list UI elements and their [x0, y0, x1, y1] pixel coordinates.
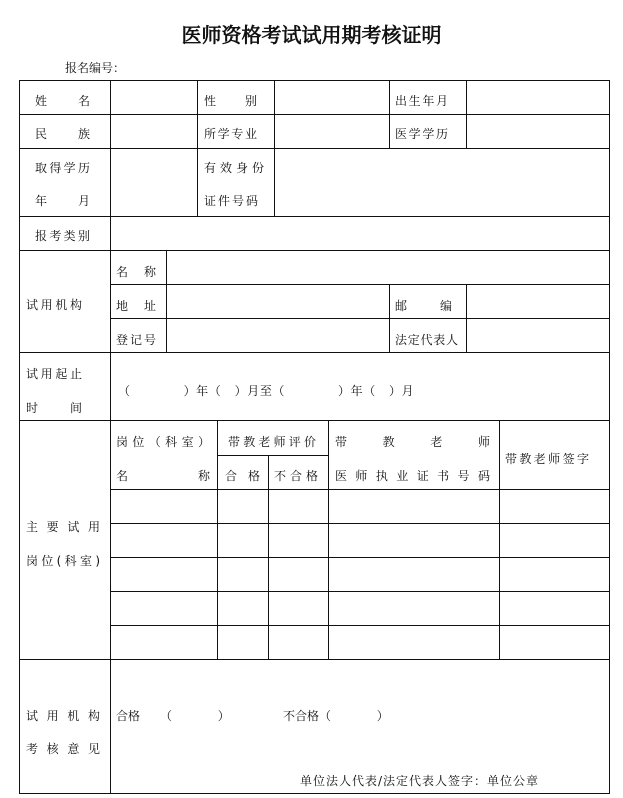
label-gender: 性 别: [204, 94, 257, 108]
table-cell: [110, 148, 198, 217]
label-id: 有 效 身 份: [204, 161, 264, 175]
label-name: 姓 名: [35, 94, 90, 108]
table-cell: [274, 80, 390, 115]
table-cell: [328, 489, 500, 524]
table-cell: [268, 591, 329, 626]
col-pass: 合 格: [225, 469, 260, 483]
col-eval: 带 教 老 师 评 价: [228, 435, 316, 449]
table-cell: [499, 523, 610, 558]
label-degree-date: 取 得 学 历: [35, 161, 90, 175]
label-address: 地 址: [116, 299, 156, 313]
table-cell: [166, 284, 390, 319]
label-posts: 主 要 试 用: [26, 520, 100, 534]
col-post: 岗 位 （ 科 室 ）: [116, 435, 210, 449]
label-major: 所 学 专 业: [204, 127, 257, 141]
table-cell: [274, 148, 610, 217]
table-cell: [217, 625, 269, 660]
table-cell: [499, 625, 610, 660]
table-cell: [110, 591, 218, 626]
table-cell: [19, 659, 111, 794]
table-cell: [328, 523, 500, 558]
col-sign: 带 教 老 师 签 字: [505, 452, 589, 466]
table-cell: [466, 318, 610, 353]
registration-number-label: 报名编号：: [65, 61, 126, 75]
label-period: 试 用 起 止: [26, 367, 82, 381]
table-cell: [499, 591, 610, 626]
table-cell: [268, 489, 329, 524]
opinion-pass: 合格: [116, 709, 141, 723]
label-exam-category: 报 考 类 别: [35, 229, 90, 243]
table-cell: [499, 557, 610, 592]
col-fail: 不 合 格: [274, 469, 318, 483]
table-cell: [217, 557, 269, 592]
table-cell: [268, 523, 329, 558]
table-cell: [217, 523, 269, 558]
table-cell: [110, 114, 198, 149]
table-cell: [110, 557, 218, 592]
label-birth: 出 生 年 月: [395, 94, 448, 108]
opinion-fail-checkbox[interactable]: 不合格（ ）: [283, 709, 389, 723]
period-date-range[interactable]: （ ）年（ ）月至（ ）年（ ）月: [118, 384, 415, 398]
table-cell: [217, 489, 269, 524]
label-id-2: 证 件 号 码: [204, 194, 258, 208]
page-title: 医师资格考试试用期考核证明: [181, 23, 442, 47]
label-opinion: 试 用 机 构: [26, 709, 100, 723]
table-cell: [110, 523, 218, 558]
table-cell: [110, 489, 218, 524]
col-cert: 带 教 老 师: [335, 435, 490, 449]
col-post-2: 名 称: [116, 469, 210, 483]
table-cell: [328, 625, 500, 660]
label-period-2: 时 间: [26, 401, 82, 415]
opinion-pass-checkbox[interactable]: （ ）: [160, 709, 230, 723]
label-legal-rep: 法 定 代 表 人: [395, 333, 458, 347]
table-cell: [110, 625, 218, 660]
label-reg-no: 登 记 号: [116, 333, 156, 347]
table-cell: [466, 284, 610, 319]
table-cell: [166, 318, 390, 353]
signature-line: 单位法人代表/法定代表人签字：单位公章: [300, 774, 540, 788]
col-cert-2: 医 师 执 业 证 书 号 码: [335, 469, 490, 483]
label-opinion-2: 考 核 意 见: [26, 742, 100, 756]
table-cell: [274, 114, 390, 149]
label-inst-name: 名 称: [116, 265, 156, 279]
label-institution: 试 用 机 构: [26, 298, 82, 312]
table-cell: [466, 114, 610, 149]
table-cell: [328, 591, 500, 626]
table-cell: [166, 250, 610, 285]
table-cell: [268, 625, 329, 660]
table-cell: [110, 80, 198, 115]
table-cell: [268, 557, 329, 592]
table-cell: [110, 216, 610, 251]
label-medical-degree: 医 学 学 历: [395, 127, 448, 141]
label-degree-date-2: 年 月: [35, 194, 90, 208]
label-ethnicity: 民 族: [35, 127, 90, 141]
table-cell: [499, 489, 610, 524]
label-postcode: 邮 编: [395, 299, 452, 313]
table-cell: [328, 557, 500, 592]
table-cell: [19, 420, 111, 660]
table-cell: [217, 591, 269, 626]
table-cell: [466, 80, 610, 115]
label-posts-2: 岗 位 ( 科 室 ): [26, 554, 100, 568]
